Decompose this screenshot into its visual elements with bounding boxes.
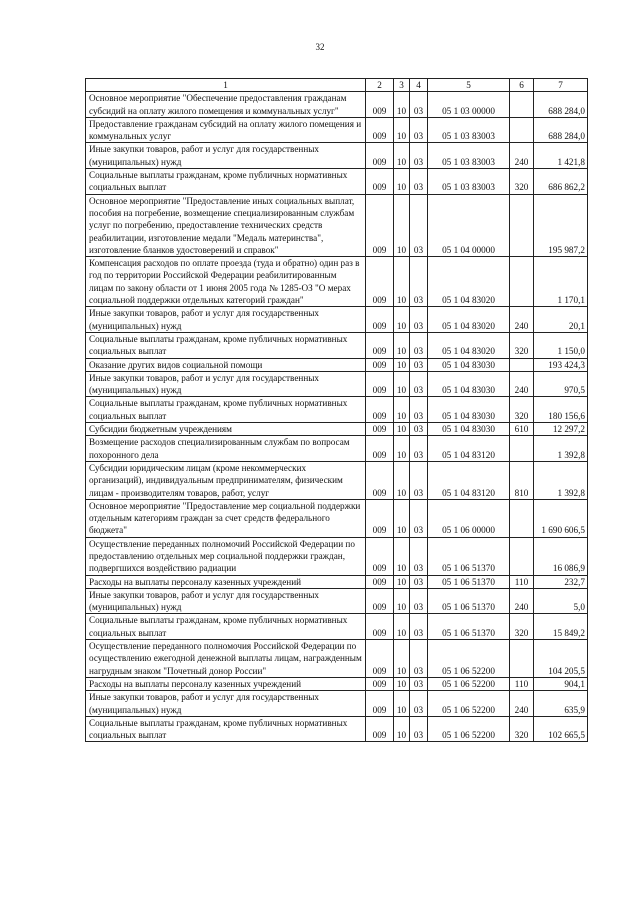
item-name-cell: Основное мероприятие "Предоставление мер социальной поддержки отдельным категориям граждан за счет средств федерального бюджета" [86, 499, 366, 537]
section-code-cell: 10 [394, 423, 410, 436]
expense-type-cell [510, 499, 534, 537]
subsection-code-cell: 03 [410, 143, 428, 169]
table-row [86, 423, 588, 436]
target-article-cell: 05 1 06 52200 [428, 691, 510, 717]
chapter-code-cell: 009 [366, 716, 394, 742]
amount-cell: 193 424,3 [534, 358, 588, 371]
expense-type-cell: 110 [510, 677, 534, 690]
subsection-code-cell: 03 [410, 371, 428, 397]
target-article-cell: 05 1 06 52200 [428, 640, 510, 678]
header-cell: 3 [394, 79, 410, 92]
section-code-cell: 10 [394, 537, 410, 575]
table-row [86, 358, 588, 371]
expense-type-cell: 320 [510, 332, 534, 358]
item-name-cell: Оказание других видов социальной помощи [86, 358, 366, 371]
expense-type-cell: 240 [510, 691, 534, 717]
item-name-cell: Иные закупки товаров, работ и услуг для государственных (муниципальных) нужд [86, 143, 366, 169]
subsection-code-cell: 03 [410, 117, 428, 143]
item-name-cell: Социальные выплаты гражданам, кроме публичных нормативных социальных выплат [86, 614, 366, 640]
section-code-cell: 10 [394, 677, 410, 690]
expense-type-cell: 320 [510, 169, 534, 195]
amount-cell: 5,0 [534, 588, 588, 614]
amount-cell: 686 862,2 [534, 169, 588, 195]
target-article-cell: 05 1 04 83120 [428, 436, 510, 462]
target-article-cell: 05 1 06 51370 [428, 588, 510, 614]
item-name-cell: Компенсация расходов по оплате проезда (туда и обратно) один раз в год по территории Российской Федерации реабилитированным лицам по закону области от 1 июня 2005 года № 1285-ОЗ "О мерах социальной поддержки отдельных категорий граждан" [86, 257, 366, 307]
budget-table [85, 78, 588, 742]
section-code-cell: 10 [394, 332, 410, 358]
amount-cell: 1 392,8 [534, 436, 588, 462]
chapter-code-cell: 009 [366, 537, 394, 575]
chapter-code-cell: 009 [366, 436, 394, 462]
chapter-code-cell: 009 [366, 92, 394, 118]
chapter-code-cell: 009 [366, 169, 394, 195]
amount-cell: 904,1 [534, 677, 588, 690]
table-row [86, 575, 588, 588]
section-code-cell: 10 [394, 716, 410, 742]
item-name-cell: Осуществление переданных полномочий Российской Федерации по предоставлению отдельных мер социальной поддержки граждан, подвергшихся воздействию радиации [86, 537, 366, 575]
subsection-code-cell: 03 [410, 358, 428, 371]
subsection-code-cell: 03 [410, 575, 428, 588]
section-code-cell: 10 [394, 169, 410, 195]
expense-type-cell: 240 [510, 371, 534, 397]
section-code-cell: 10 [394, 194, 410, 256]
target-article-cell: 05 1 06 52200 [428, 716, 510, 742]
expense-type-cell [510, 257, 534, 307]
table-row [86, 499, 588, 537]
item-name-cell: Социальные выплаты гражданам, кроме публичных нормативных социальных выплат [86, 716, 366, 742]
table-row [86, 397, 588, 423]
item-name-cell: Субсидии бюджетным учреждениям [86, 423, 366, 436]
chapter-code-cell: 009 [366, 461, 394, 499]
table-row [86, 716, 588, 742]
header-cell: 5 [428, 79, 510, 92]
section-code-cell: 10 [394, 691, 410, 717]
chapter-code-cell: 009 [366, 691, 394, 717]
item-name-cell: Расходы на выплаты персоналу казенных учреждений [86, 677, 366, 690]
chapter-code-cell: 009 [366, 397, 394, 423]
subsection-code-cell: 03 [410, 169, 428, 195]
subsection-code-cell: 03 [410, 499, 428, 537]
target-article-cell: 05 1 06 52200 [428, 677, 510, 690]
amount-cell: 1 421,8 [534, 143, 588, 169]
item-name-cell: Основное мероприятие "Предоставление иных социальных выплат, пособия на погребение, возмещение специализированным службам услуг по погребению, предоставление технических средств реабилитации, изготовление медали "Медаль материнства", изготовление бланков удостоверений и справок" [86, 194, 366, 256]
subsection-code-cell: 03 [410, 307, 428, 333]
section-code-cell: 10 [394, 575, 410, 588]
section-code-cell: 10 [394, 640, 410, 678]
item-name-cell: Иные закупки товаров, работ и услуг для государственных (муниципальных) нужд [86, 588, 366, 614]
expense-type-cell: 240 [510, 143, 534, 169]
target-article-cell: 05 1 06 51370 [428, 575, 510, 588]
table-row [86, 332, 588, 358]
header-cell: 2 [366, 79, 394, 92]
expense-type-cell: 240 [510, 307, 534, 333]
section-code-cell: 10 [394, 92, 410, 118]
section-code-cell: 10 [394, 461, 410, 499]
target-article-cell: 05 1 04 00000 [428, 194, 510, 256]
item-name-cell: Субсидии юридическим лицам (кроме некоммерческих организаций), индивидуальным предпринимателям, физическим лицам - производителям товаров, работ, услуг [86, 461, 366, 499]
section-code-cell: 10 [394, 257, 410, 307]
item-name-cell: Социальные выплаты гражданам, кроме публичных нормативных социальных выплат [86, 332, 366, 358]
item-name-cell: Социальные выплаты гражданам, кроме публичных нормативных социальных выплат [86, 169, 366, 195]
expense-type-cell: 610 [510, 423, 534, 436]
target-article-cell: 05 1 06 51370 [428, 537, 510, 575]
subsection-code-cell: 03 [410, 397, 428, 423]
table-row [86, 677, 588, 690]
expense-type-cell: 240 [510, 588, 534, 614]
amount-cell: 1 170,1 [534, 257, 588, 307]
amount-cell: 12 297,2 [534, 423, 588, 436]
page-number: 32 [315, 42, 325, 52]
expense-type-cell: 320 [510, 397, 534, 423]
table-row [86, 194, 588, 256]
chapter-code-cell: 009 [366, 423, 394, 436]
amount-cell: 1 150,0 [534, 332, 588, 358]
amount-cell: 195 987,2 [534, 194, 588, 256]
subsection-code-cell: 03 [410, 461, 428, 499]
chapter-code-cell: 009 [366, 588, 394, 614]
expense-type-cell [510, 640, 534, 678]
expense-type-cell: 810 [510, 461, 534, 499]
amount-cell: 102 665,5 [534, 716, 588, 742]
table-row [86, 257, 588, 307]
target-article-cell: 05 1 03 83003 [428, 169, 510, 195]
expense-type-cell [510, 92, 534, 118]
item-name-cell: Иные закупки товаров, работ и услуг для государственных (муниципальных) нужд [86, 371, 366, 397]
subsection-code-cell: 03 [410, 92, 428, 118]
item-name-cell: Возмещение расходов специализированным службам по вопросам похоронного дела [86, 436, 366, 462]
table-row [86, 640, 588, 678]
amount-cell: 15 849,2 [534, 614, 588, 640]
item-name-cell: Расходы на выплаты персоналу казенных учреждений [86, 575, 366, 588]
target-article-cell: 05 1 04 83030 [428, 358, 510, 371]
section-code-cell: 10 [394, 588, 410, 614]
chapter-code-cell: 009 [366, 358, 394, 371]
chapter-code-cell: 009 [366, 640, 394, 678]
amount-cell: 688 284,0 [534, 92, 588, 118]
amount-cell: 232,7 [534, 575, 588, 588]
amount-cell: 970,5 [534, 371, 588, 397]
subsection-code-cell: 03 [410, 423, 428, 436]
header-cell: 1 [86, 79, 366, 92]
chapter-code-cell: 009 [366, 371, 394, 397]
expense-type-cell [510, 537, 534, 575]
item-name-cell: Иные закупки товаров, работ и услуг для государственных (муниципальных) нужд [86, 307, 366, 333]
item-name-cell: Осуществление переданного полномочия Российской Федерации по осуществлению ежегодной денежной выплаты лицам, награжденным нагрудным знаком "Почетный донор России" [86, 640, 366, 678]
expense-type-cell [510, 358, 534, 371]
chapter-code-cell: 009 [366, 194, 394, 256]
subsection-code-cell: 03 [410, 332, 428, 358]
target-article-cell: 05 1 04 83120 [428, 461, 510, 499]
section-code-cell: 10 [394, 117, 410, 143]
target-article-cell: 05 1 04 83020 [428, 307, 510, 333]
chapter-code-cell: 009 [366, 307, 394, 333]
item-name-cell: Иные закупки товаров, работ и услуг для государственных (муниципальных) нужд [86, 691, 366, 717]
section-code-cell: 10 [394, 143, 410, 169]
table-row [86, 92, 588, 118]
table-row [86, 169, 588, 195]
chapter-code-cell: 009 [366, 117, 394, 143]
target-article-cell: 05 1 04 83020 [428, 257, 510, 307]
target-article-cell: 05 1 06 51370 [428, 614, 510, 640]
chapter-code-cell: 009 [366, 499, 394, 537]
expense-type-cell [510, 194, 534, 256]
expense-type-cell: 110 [510, 575, 534, 588]
subsection-code-cell: 03 [410, 436, 428, 462]
table-header [86, 79, 588, 92]
section-code-cell: 10 [394, 358, 410, 371]
subsection-code-cell: 03 [410, 716, 428, 742]
amount-cell: 1 690 606,5 [534, 499, 588, 537]
subsection-code-cell: 03 [410, 194, 428, 256]
amount-cell: 635,9 [534, 691, 588, 717]
table-row [86, 307, 588, 333]
amount-cell: 180 156,6 [534, 397, 588, 423]
target-article-cell: 05 1 04 83020 [428, 332, 510, 358]
chapter-code-cell: 009 [366, 257, 394, 307]
expense-type-cell [510, 117, 534, 143]
target-article-cell: 05 1 04 83030 [428, 371, 510, 397]
item-name-cell: Основное мероприятие "Обеспечение предоставления гражданам субсидий на оплату жилого помещения и коммунальных услуг" [86, 92, 366, 118]
subsection-code-cell: 03 [410, 614, 428, 640]
subsection-code-cell: 03 [410, 640, 428, 678]
amount-cell: 104 205,5 [534, 640, 588, 678]
amount-cell: 688 284,0 [534, 117, 588, 143]
target-article-cell: 05 1 03 00000 [428, 92, 510, 118]
amount-cell: 16 086,9 [534, 537, 588, 575]
target-article-cell: 05 1 06 00000 [428, 499, 510, 537]
table-row [86, 143, 588, 169]
table-row [86, 614, 588, 640]
section-code-cell: 10 [394, 499, 410, 537]
table-row [86, 461, 588, 499]
section-code-cell: 10 [394, 397, 410, 423]
amount-cell: 20,1 [534, 307, 588, 333]
table-row [86, 436, 588, 462]
chapter-code-cell: 009 [366, 143, 394, 169]
header-cell: 6 [510, 79, 534, 92]
expense-type-cell: 320 [510, 716, 534, 742]
table-row [86, 588, 588, 614]
section-code-cell: 10 [394, 614, 410, 640]
target-article-cell: 05 1 04 83030 [428, 397, 510, 423]
table-row [86, 537, 588, 575]
item-name-cell: Социальные выплаты гражданам, кроме публичных нормативных социальных выплат [86, 397, 366, 423]
chapter-code-cell: 009 [366, 614, 394, 640]
target-article-cell: 05 1 03 83003 [428, 143, 510, 169]
table-row [86, 691, 588, 717]
target-article-cell: 05 1 04 83030 [428, 423, 510, 436]
chapter-code-cell: 009 [366, 332, 394, 358]
chapter-code-cell: 009 [366, 677, 394, 690]
header-cell: 7 [534, 79, 588, 92]
target-article-cell: 05 1 03 83003 [428, 117, 510, 143]
section-code-cell: 10 [394, 436, 410, 462]
header-row [86, 79, 588, 92]
subsection-code-cell: 03 [410, 588, 428, 614]
table-row [86, 117, 588, 143]
table-body [86, 92, 588, 742]
chapter-code-cell: 009 [366, 575, 394, 588]
subsection-code-cell: 03 [410, 537, 428, 575]
section-code-cell: 10 [394, 371, 410, 397]
subsection-code-cell: 03 [410, 691, 428, 717]
subsection-code-cell: 03 [410, 257, 428, 307]
subsection-code-cell: 03 [410, 677, 428, 690]
table-row [86, 371, 588, 397]
header-cell: 4 [410, 79, 428, 92]
item-name-cell: Предоставление гражданам субсидий на оплату жилого помещения и коммунальных услуг [86, 117, 366, 143]
expense-type-cell [510, 436, 534, 462]
section-code-cell: 10 [394, 307, 410, 333]
amount-cell: 1 392,8 [534, 461, 588, 499]
expense-type-cell: 320 [510, 614, 534, 640]
